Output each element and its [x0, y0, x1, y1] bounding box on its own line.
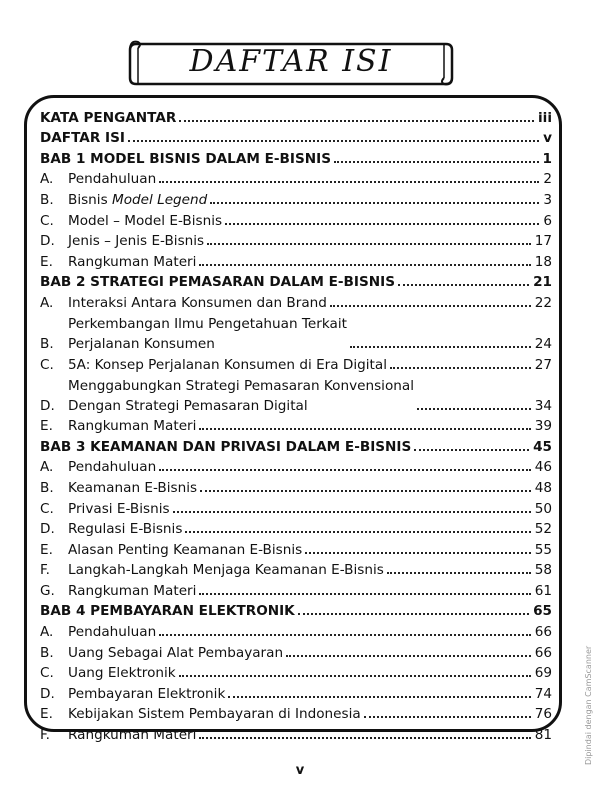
- toc-section-row: [40, 560, 552, 581]
- toc-dot-leader: [228, 696, 530, 698]
- toc-entry-title: [68, 643, 283, 663]
- toc-entry-text: Keamanan E-Bisnis: [68, 479, 198, 496]
- toc-dot-leader: [330, 305, 531, 307]
- toc-section-row: [40, 292, 552, 313]
- toc-entry-italic-text: Model Legend: [111, 191, 208, 208]
- toc-section-row: [40, 621, 552, 642]
- toc-entry-title: [68, 622, 156, 642]
- toc-dot-leader: [199, 428, 530, 430]
- toc-section-letter: E.: [40, 541, 53, 558]
- toc-section-row: [40, 477, 552, 498]
- toc-page-number: 46: [534, 459, 552, 476]
- toc-entry-title: [68, 169, 156, 189]
- toc-section-row: [40, 189, 552, 210]
- toc-dot-leader: [350, 346, 531, 348]
- toc-dot-leader: [305, 552, 531, 554]
- toc-entry-title: [68, 211, 222, 231]
- toc-section-letter: E.: [40, 706, 53, 723]
- toc-section-row: [40, 416, 552, 437]
- toc-section-letter: E.: [40, 418, 53, 435]
- page-title: DAFTAR ISI: [189, 44, 393, 79]
- toc-section-row: [40, 354, 552, 375]
- toc-entry-title: [68, 684, 225, 704]
- toc-page-number: 18: [534, 253, 552, 270]
- toc-page-number: 17: [534, 233, 552, 250]
- toc-page-number: 61: [534, 582, 552, 599]
- toc-entry-title: [68, 663, 176, 683]
- toc-section-row: [40, 724, 552, 745]
- toc-entry-title: [68, 519, 182, 539]
- toc-page-number: 76: [534, 706, 552, 723]
- toc-entry-title: [68, 355, 387, 375]
- toc-entry-title: [68, 457, 156, 477]
- toc-page-number: 2: [543, 171, 552, 188]
- toc-entry-title: [68, 581, 196, 601]
- toc-page-number: 24: [534, 335, 552, 352]
- toc-page-number: 48: [534, 479, 552, 496]
- toc-page-number: 58: [534, 562, 552, 579]
- toc-entry-text: Jenis – Jenis E-Bisnis: [68, 233, 205, 250]
- toc-dot-leader: [387, 572, 531, 574]
- toc-entry-title: [68, 704, 361, 724]
- toc-page-number: 1: [542, 150, 552, 167]
- toc-entry-title: [68, 540, 302, 560]
- toc-entry-text: Rangkuman Materi: [68, 418, 197, 435]
- toc-section-row: [40, 539, 552, 560]
- toc-entry-text: Alasan Penting Keamanan E-Bisnis: [68, 541, 303, 558]
- toc-section-letter: D.: [40, 397, 55, 414]
- toc-entry-title-line2: Dengan Strategi Pemasaran Digital: [68, 397, 308, 414]
- toc-section-letter: D.: [40, 521, 55, 538]
- toc-front-row: [40, 107, 552, 128]
- toc-entry-title: [68, 725, 196, 745]
- toc-entry-title: [68, 190, 207, 210]
- toc-section-letter: A.: [40, 624, 54, 641]
- toc-dot-leader: [128, 140, 539, 142]
- toc-dot-leader: [159, 634, 530, 636]
- toc-section-row: [40, 642, 552, 663]
- toc-section-letter: D.: [40, 685, 55, 702]
- toc-dot-leader: [334, 161, 539, 163]
- toc-dot-leader: [185, 531, 530, 533]
- toc-page-number: 66: [534, 624, 552, 641]
- toc-entry-text: Model – Model E-Bisnis: [68, 212, 223, 229]
- table-of-contents: [40, 107, 552, 745]
- toc-section-row: [40, 251, 552, 272]
- toc-section-letter: C.: [40, 356, 54, 373]
- toc-entry-text: Rangkuman Materi: [68, 727, 197, 744]
- toc-page-number: v: [543, 130, 552, 147]
- toc-entry-title: [68, 293, 327, 313]
- toc-section-row: [40, 683, 552, 704]
- toc-dot-leader: [199, 264, 530, 266]
- toc-page-number: 3: [543, 191, 552, 208]
- toc-section-letter: C.: [40, 212, 54, 229]
- toc-chapter-row: [40, 272, 552, 293]
- toc-page-number: 55: [534, 541, 552, 558]
- toc-entry-text: Rangkuman Materi: [68, 582, 197, 599]
- toc-dot-leader: [159, 181, 539, 183]
- toc-dot-leader: [225, 223, 539, 225]
- toc-entry-text: Kebijakan Sistem Pembayaran di Indonesia: [68, 706, 361, 723]
- toc-section-row: [40, 231, 552, 252]
- toc-page-number: 27: [534, 356, 552, 373]
- toc-entry-text: Pendahuluan: [68, 459, 157, 476]
- toc-entry-title: [68, 478, 197, 498]
- toc-dot-leader: [414, 449, 529, 451]
- toc-section-row: [40, 498, 552, 519]
- toc-entry-text: Pembayaran Elektronik: [68, 685, 226, 702]
- toc-entry-text: KATA PENGANTAR: [40, 109, 177, 126]
- toc-entry-title-line1: Perkembangan Ilmu Pengetahuan Terkait: [68, 315, 347, 332]
- toc-entry-title: [68, 231, 204, 251]
- toc-entry-text: Rangkuman Materi: [68, 253, 197, 270]
- toc-entry-title-line1: Menggabungkan Strategi Pemasaran Konvensional: [68, 377, 414, 394]
- toc-entry-title: [68, 560, 384, 580]
- toc-section-letter: A.: [40, 294, 54, 311]
- toc-entry-text: Uang Elektronik: [68, 665, 176, 682]
- toc-dot-leader: [200, 490, 531, 492]
- toc-dot-leader: [199, 593, 530, 595]
- toc-dot-leader: [199, 737, 530, 739]
- toc-section-letter: A.: [40, 459, 54, 476]
- toc-section-row: [40, 313, 552, 354]
- toc-dot-leader: [159, 469, 530, 471]
- toc-entry-text: Bisnis: [68, 191, 112, 208]
- toc-page-number: 39: [534, 418, 552, 435]
- toc-page-number: 66: [534, 644, 552, 661]
- toc-page-number: 21: [533, 274, 552, 291]
- toc-page-number: iii: [538, 109, 552, 126]
- toc-section-row: [40, 663, 552, 684]
- toc-dot-leader: [179, 675, 531, 677]
- title-banner: [128, 38, 454, 86]
- toc-entry-title: [40, 149, 331, 169]
- toc-section-letter: B.: [40, 644, 54, 661]
- toc-entry-title: [40, 128, 125, 148]
- toc-dot-leader: [286, 655, 531, 657]
- scanner-watermark: Dipindai dengan CamScanner: [584, 645, 593, 765]
- toc-section-letter: D.: [40, 233, 55, 250]
- toc-page-number: 22: [534, 294, 552, 311]
- toc-entry-text: Regulasi E-Bisnis: [68, 521, 183, 538]
- toc-entry-title: [40, 272, 395, 292]
- toc-page-number: 74: [534, 685, 552, 702]
- toc-entry-title: [40, 437, 411, 457]
- toc-page-number: 69: [534, 665, 552, 682]
- toc-section-row: [40, 169, 552, 190]
- toc-section-letter: B.: [40, 479, 54, 496]
- footer-page-number: v: [295, 763, 305, 778]
- toc-chapter-row: [40, 436, 552, 457]
- toc-section-letter: F.: [40, 562, 50, 579]
- toc-entry-text: BAB 2 STRATEGI PEMASARAN DALAM E-BISNIS: [40, 274, 395, 291]
- toc-section-row: [40, 210, 552, 231]
- toc-section-row: [40, 580, 552, 601]
- toc-entry-text: Privasi E-Bisnis: [68, 500, 170, 517]
- toc-entry-title: [68, 499, 170, 519]
- toc-dot-leader: [210, 202, 539, 204]
- toc-dot-leader: [179, 120, 534, 122]
- toc-entry-text: 5A: Konsep Perjalanan Konsumen di Era Digital: [68, 356, 387, 373]
- toc-section-row: [40, 704, 552, 725]
- toc-entry-title-line2: Perjalanan Konsumen: [68, 335, 215, 352]
- toc-entry-text: Langkah-Langkah Menjaga Keamanan E-Bisnis: [68, 562, 384, 579]
- toc-page-number: 45: [533, 438, 552, 455]
- toc-page-number: 50: [534, 500, 552, 517]
- toc-entry-text: DAFTAR ISI: [40, 130, 125, 147]
- toc-page-number: 34: [534, 397, 552, 414]
- toc-page-number: 52: [534, 521, 552, 538]
- toc-dot-leader: [417, 408, 531, 410]
- toc-section-letter: C.: [40, 500, 54, 517]
- toc-entry-title: [68, 314, 347, 354]
- toc-entry-text: BAB 4 PEMBAYARAN ELEKTRONIK: [40, 603, 295, 620]
- toc-section-letter: F.: [40, 727, 50, 744]
- toc-entry-title: [68, 252, 196, 272]
- toc-section-letter: B.: [40, 191, 54, 208]
- toc-section-letter: B.: [40, 335, 54, 352]
- toc-entry-title: [40, 601, 295, 621]
- toc-entry-text: Pendahuluan: [68, 171, 157, 188]
- toc-entry-title: [68, 376, 414, 416]
- toc-section-row: [40, 375, 552, 416]
- toc-entry-title: [40, 108, 176, 128]
- toc-entry-text: Interaksi Antara Konsumen dan Brand: [68, 294, 327, 311]
- toc-dot-leader: [173, 511, 531, 513]
- toc-chapter-row: [40, 148, 552, 169]
- toc-section-row: [40, 519, 552, 540]
- toc-entry-text: Uang Sebagai Alat Pembayaran: [68, 644, 284, 661]
- toc-front-row: [40, 128, 552, 149]
- toc-section-letter: A.: [40, 171, 54, 188]
- toc-page-number: 6: [543, 212, 552, 229]
- toc-section-letter: G.: [40, 582, 55, 599]
- toc-section-row: [40, 457, 552, 478]
- toc-section-letter: C.: [40, 665, 54, 682]
- toc-dot-leader: [298, 613, 529, 615]
- toc-entry-title: [68, 416, 196, 436]
- toc-entry-text: BAB 1 MODEL BISNIS DALAM E-BISNIS: [40, 150, 331, 167]
- toc-page-number: 65: [533, 603, 552, 620]
- toc-section-letter: E.: [40, 253, 53, 270]
- toc-dot-leader: [207, 243, 531, 245]
- toc-dot-leader: [364, 716, 531, 718]
- toc-entry-text: Pendahuluan: [68, 624, 157, 641]
- toc-dot-leader: [398, 284, 529, 286]
- toc-entry-text: BAB 3 KEAMANAN DAN PRIVASI DALAM E-BISNIS: [40, 438, 412, 455]
- toc-chapter-row: [40, 601, 552, 622]
- toc-dot-leader: [390, 367, 531, 369]
- toc-page-number: 81: [534, 727, 552, 744]
